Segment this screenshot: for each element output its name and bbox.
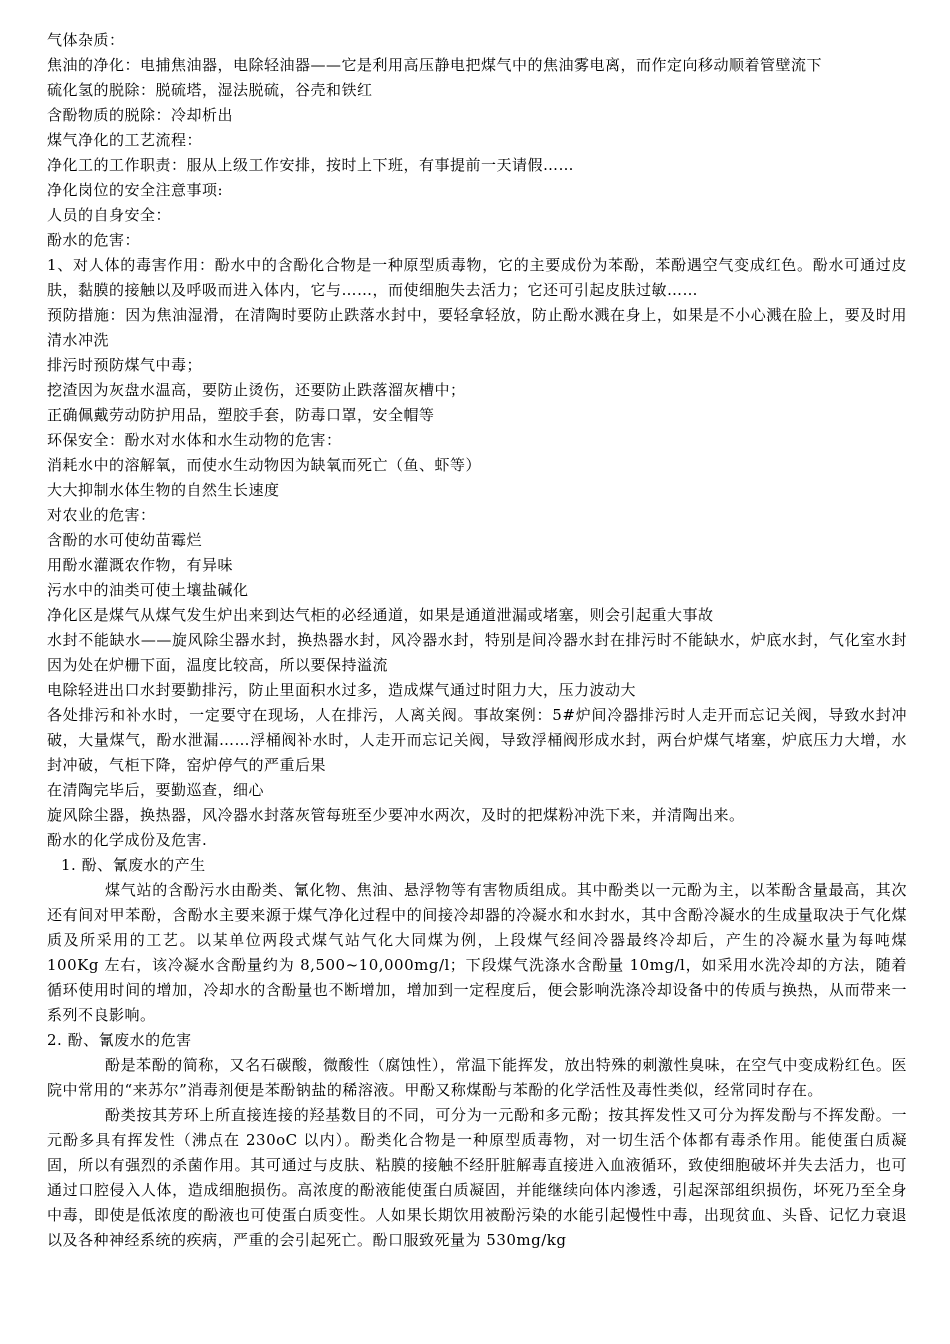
line-gas-impurities: 气体杂质： <box>47 31 125 49</box>
line-phenol-water-hazards: 酚水的危害： <box>47 231 141 249</box>
section-2-paragraph-2: 酚类按其芳环上所直接连接的羟基数目的不同，可分为一元酚和多元酚；按其挥发性又可分为挥发酚与不挥发酚。一元酚多具有挥发性（沸点在 230oC 以内）。酚类化合物是一种原型质毒物，对一切生活个体都有毒杀作用。能使蛋白质凝固，所以有强烈的杀菌作用。其可通过与皮肤、粘膜的接触不经肝脏解毒直接进入血液循环，致使细胞破坏并失去活力，也可通过口腔侵入人体，造成细胞损伤。高浓度的酚液能使蛋白质凝固，并能继续向体内渗透，引起深部组织损伤，坏死乃至全身中毒，即使是低浓度的酚液也可使蛋白质变性。人如果长期饮用被酚污染的水能引起慢性中毒，出现贫血、头昏、记忆力衰退以及各种神经系统的疾病，严重的会引起死亡。酚口服致死量为 530mg/kg <box>47 1106 907 1249</box>
line-tar-purification: 焦油的净化：电捕焦油器，电除轻油器——它是利用高压静电把煤气中的焦油雾电离，而作定向移动顺着管壁流下 <box>47 56 823 74</box>
line-electric-drain: 电除轻进出口水封要勤排污，防止里面积水过多，造成煤气通过时阻力大，压力波动大 <box>47 681 637 699</box>
line-chemical-composition: 酚水的化学成份及危害. <box>47 831 208 849</box>
line-prevention: 预防措施：因为焦油湿滑，在清陶时要防止跌落水封中，要轻拿轻放，防止酚水溅在身上，如果是不小心溅在脸上，要及时用清水冲洗 <box>47 306 907 349</box>
section-1-title: 1. 酚、氰废水的产生 <box>61 856 206 874</box>
line-flushing: 旋风除尘器，换热器，风冷器水封落灰管每班至少要冲水两次，及时的把煤粉冲洗下来，并清陶出来。 <box>47 806 745 824</box>
line-irrigation-odor: 用酚水灌溉农作物，有异味 <box>47 556 234 574</box>
document-body <box>47 28 907 1253</box>
line-purification-zone: 净化区是煤气从煤气发生炉出来到达气柜的必经通道，如果是通道泄漏或堵塞，则会引起重大事故 <box>47 606 714 624</box>
line-agriculture-hazards: 对农业的危害： <box>47 506 156 524</box>
line-slag-digging: 挖渣因为灰盘水温高，要防止烫伤，还要防止跌落溜灰槽中； <box>47 381 466 399</box>
line-process-flow: 煤气净化的工艺流程： <box>47 131 203 149</box>
line-safety-notes: 净化岗位的安全注意事项: <box>47 181 224 199</box>
line-soil-salinization: 污水中的油类可使土壤盐碱化 <box>47 581 249 599</box>
section-2-title: 2. 酚、氰废水的危害 <box>47 1031 192 1049</box>
line-patrol: 在清陶完毕后，要勤巡查，细心 <box>47 781 265 799</box>
line-seedling-rot: 含酚的水可使幼苗霉烂 <box>47 531 203 549</box>
line-growth-inhibition: 大大抑制水体生物的自然生长速度 <box>47 481 280 499</box>
line-gas-poisoning: 排污时预防煤气中毒； <box>47 356 203 374</box>
line-env-safety: 环保安全：酚水对水体和水生动物的危害： <box>47 431 342 449</box>
line-human-toxicity: 1、对人体的毒害作用：酚水中的含酚化合物是一种原型质毒物，它的主要成份为苯酚，苯酚遇空气变成红色。酚水可通过皮肤，黏膜的接触以及呼吸而进入体内，它与……，而使细胞失去活力；它还可引起皮肤过敏…… <box>47 256 907 299</box>
line-protective-gear: 正确佩戴劳动防护用品，塑胶手套，防毒口罩，安全帽等 <box>47 406 435 424</box>
line-personal-safety: 人员的自身安全： <box>47 206 172 224</box>
line-phenol-removal: 含酚物质的脱除：冷却析出 <box>47 106 234 124</box>
line-water-seal: 水封不能缺水——旋风除尘器水封，换热器水封，风冷器水封，特别是间冷器水封在排污时不能缺水，炉底水封，气化室水封因为处在炉栅下面，温度比较高，所以要保持溢流 <box>47 631 907 674</box>
line-accident-case: 各处排污和补水时，一定要守在现场，人在排污，人离关阀。事故案例：5#炉间冷器排污时人走开而忘记关阀，导致水封冲破，大量煤气，酚水泄漏……浮桶阀补水时，人走开而忘记关阀，导致浮桶阀形成水封，两台炉煤气堵塞，炉底压力大增，水封冲破，气柜下降，窑炉停气的严重后果 <box>47 706 907 774</box>
section-1-body: 煤气站的含酚污水由酚类、氰化物、焦油、悬浮物等有害物质组成。其中酚类以一元酚为主，以苯酚含量最高，其次还有间对甲苯酚，含酚水主要来源于煤气净化过程中的间接冷却器的冷凝水和水封水，其中含酚冷凝水的生成量取决于气化煤质及所采用的工艺。以某单位两段式煤气站气化大同煤为例，上段煤气经间冷器最终冷却后，产生的冷凝水量为每吨煤 100Kg 左右，该冷凝水含酚量约为 8,500~10,000mg/l；下段煤气洗涤水含酚量 10mg/l，如采用水洗冷却的方法，随着循环使用时间的增加，冷却水的含酚量也不断增加，增加到一定程度后，便会影响洗涤冷却设备中的传质与换热，从而带来一系列不良影响。 <box>47 881 907 1024</box>
line-job-duties: 净化工的工作职责：服从上级工作安排，按时上下班，有事提前一天请假…… <box>47 156 575 174</box>
line-h2s-removal: 硫化氢的脱除：脱硫塔，湿法脱硫，谷壳和铁红 <box>47 81 373 99</box>
section-2-paragraph-1: 酚是苯酚的简称，又名石碳酸，微酸性（腐蚀性），常温下能挥发，放出特殊的刺激性臭味，在空气中变成粉红色。医院中常用的“来苏尔”消毒剂便是苯酚钠盐的稀溶液。甲酚又称煤酚与苯酚的化学活性及毒性类似，经常同时存在。 <box>47 1056 907 1099</box>
line-oxygen-consumption: 消耗水中的溶解氧，而使水生动物因为缺氧而死亡（鱼、虾等） <box>47 456 482 474</box>
